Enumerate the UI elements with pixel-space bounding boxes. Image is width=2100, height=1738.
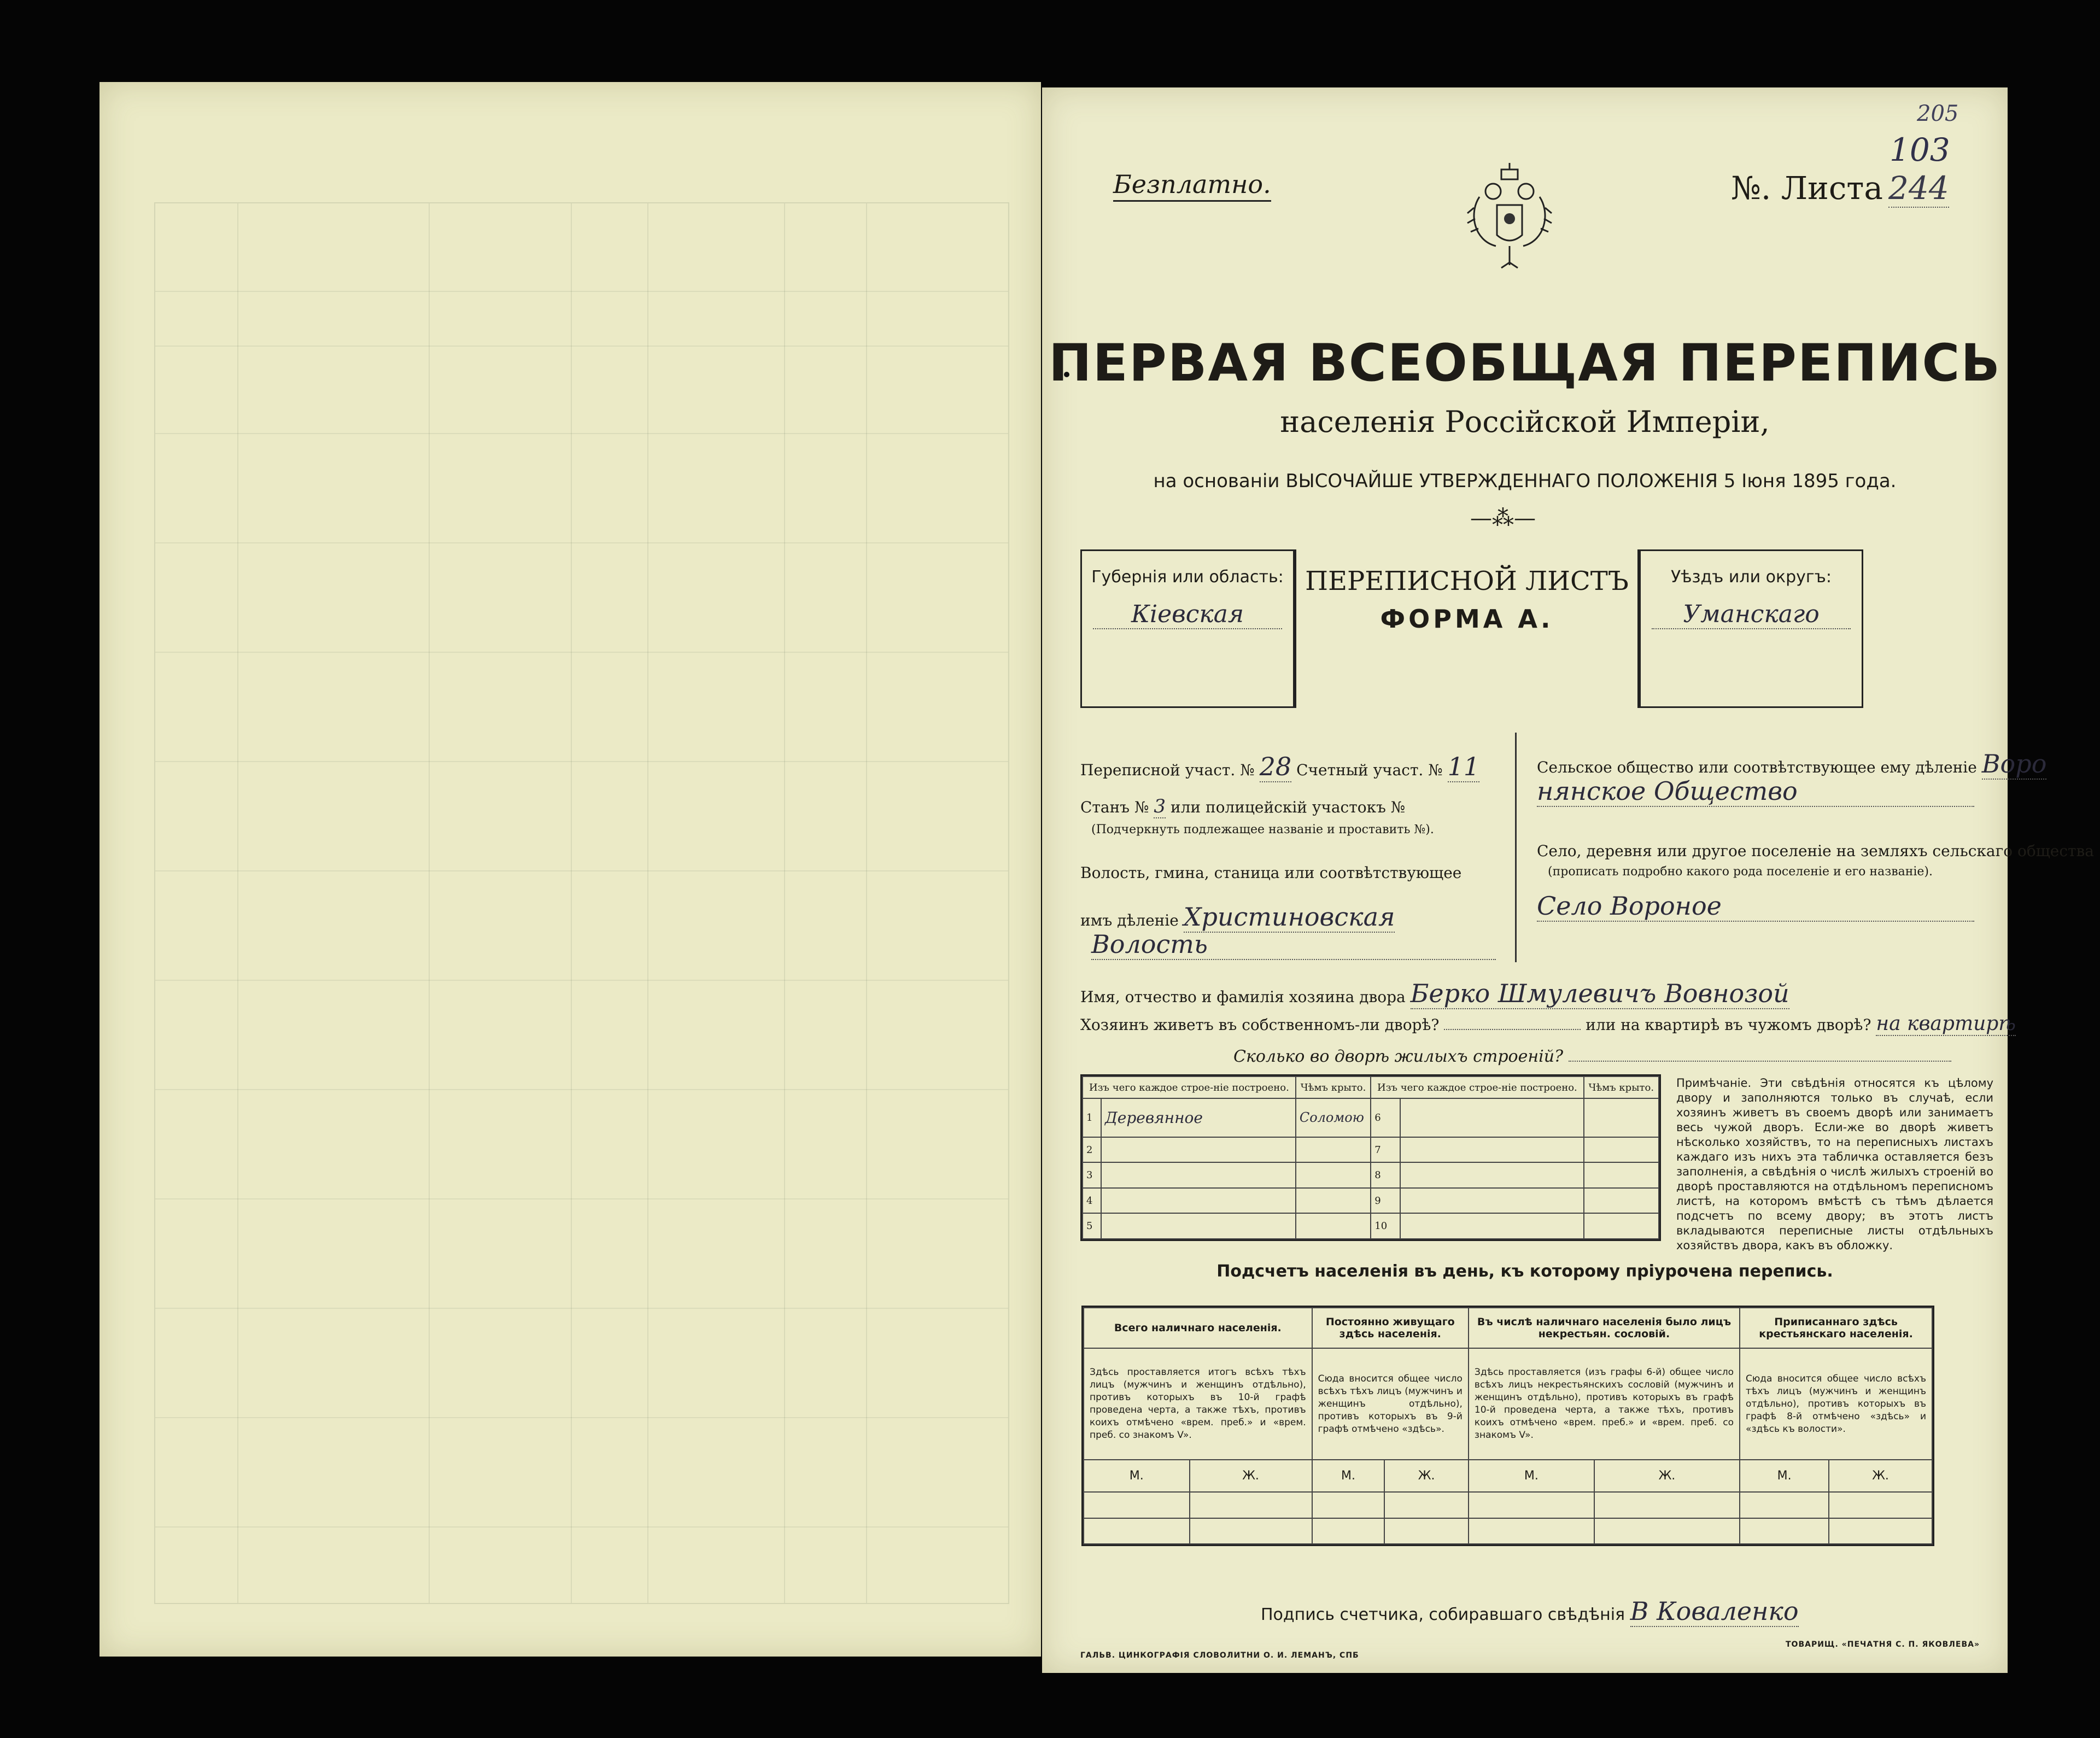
free-label: Безплатно. xyxy=(1113,169,1271,202)
summary-desc-nonpeasant: Здѣсь проставляется (изъ графы 6-й) общее число всѣхъ лицъ некрестьянскихъ сословій (мужчинъ и женщинъ отдѣльно), противъ которыхъ въ графѣ 10-й проведена черта, а также тѣхъ, противъ коихъ отмѣчено «врем. преб.» и «врем. преб. со знакомъ V». xyxy=(1469,1348,1740,1460)
male-header: М. xyxy=(1084,1460,1190,1492)
society-field: Сельское общество или соотвѣтствующее ему дѣленіе Воро xyxy=(1537,749,2047,779)
province-value: Кіевская xyxy=(1093,600,1282,629)
archive-number-large: 103 xyxy=(1890,131,1950,168)
col-roof-left: Чѣмъ крыто. xyxy=(1296,1076,1371,1098)
female-header: Ж. xyxy=(1594,1460,1740,1492)
summary-title: Подсчетъ населенія въ день, къ которому пріурочена перепись. xyxy=(1216,1262,1833,1281)
summary-head-nonpeasant: Въ числѣ наличнаго населенія было лицъ некрестьян. сословій. xyxy=(1469,1308,1740,1348)
male-header: М. xyxy=(1312,1460,1385,1492)
col-material-left: Изъ чего каждое строе-ніе построено. xyxy=(1083,1076,1296,1098)
volost-field: имъ дѣленіе Христиновская xyxy=(1080,902,1395,932)
stan-field: Станъ № 3 или полицейскій участокъ № xyxy=(1080,795,1406,817)
rent-value: на квартирѣ xyxy=(1876,1013,2016,1035)
census-area-field: Переписной участ. № 28 Счетный участ. № 11 xyxy=(1080,752,1480,781)
owner-field: Имя, отчество и фамилія хозяина двора Берко Шмулевичъ Вовнозой xyxy=(1080,979,1789,1008)
sheet-number-value: 244 xyxy=(1888,169,1949,207)
table-row: 2 7 xyxy=(1083,1137,1659,1163)
village-value: Село Вороное xyxy=(1537,891,1974,922)
counting-area-value: 11 xyxy=(1447,752,1480,781)
summary-head-permanent: Постоянно живущаго здѣсь населенія. xyxy=(1312,1308,1469,1348)
form-name: ФОРМА А. xyxy=(1380,604,1554,634)
female-header: Ж. xyxy=(1384,1460,1469,1492)
population-summary-table xyxy=(1081,1306,1934,1546)
left-page xyxy=(100,82,1041,1657)
enumerator-signature: Подпись счетчика, собиравшаго свѣдѣнія В Коваленко xyxy=(1261,1596,1799,1626)
col-roof-right: Чѣмъ крыто. xyxy=(1584,1076,1659,1098)
stan-note: (Подчеркнуть подлежащее названіе и проставить №). xyxy=(1091,823,1434,836)
residence-field: Хозяинъ живетъ въ собственномъ-ли дворѣ? или на квартирѣ въ чужомъ дворѣ? на квартирѣ xyxy=(1080,1013,2016,1035)
table-row: 3 8 xyxy=(1083,1162,1659,1188)
archive-number-small: 205 xyxy=(1917,101,1959,126)
ornament-divider: —⁂— xyxy=(1470,506,1536,531)
census-form-page xyxy=(1042,87,2094,1673)
form-title: ПЕРЕПИСНОЙ ЛИСТЪ xyxy=(1305,566,1629,596)
legal-basis: на основаніи ВЫСОЧАЙШЕ УТВЕРЖДЕННАГО ПОЛОЖЕНІЯ 5 Іюня 1895 года. xyxy=(1153,470,1897,492)
sheet-number-label: №. Листа xyxy=(1731,169,1883,207)
village-label: Село, деревня или другое поселеніе на земляхъ сельскаго общества xyxy=(1537,842,2094,860)
form-title-box xyxy=(1295,549,1639,708)
sheet-number xyxy=(1731,169,1949,207)
summary-desc-peasant: Сюда вносится общее число всѣхъ тѣхъ лицъ (мужчинъ и женщинъ отдѣльно), противъ которыхъ въ графѣ 8-й отмѣчено «здѣсь» и «здѣсь къ волости». xyxy=(1740,1348,1932,1460)
province-label: Губернія или область: xyxy=(1091,567,1284,587)
volost-value-2: Волость xyxy=(1091,929,1496,960)
table-row: 5 10 xyxy=(1083,1213,1659,1239)
district-value: Уманскаго xyxy=(1652,600,1851,629)
buildings-note: Примѣчаніе. Эти свѣдѣнія относятся къ цѣлому двору и заполняются только въ случаѣ, если хозяинъ живетъ въ своемъ дворѣ или занимаетъ весь чужой дворъ. Если-же во дворѣ живетъ нѣсколько хозяйствъ, то на переписныхъ листахъ каждаго изъ нихъ эта табличка оставляется безъ заполненія, а свѣдѣнія о числѣ жилыхъ строеній во дворѣ проставляются на отдѣльномъ переписномъ листѣ, на которомъ вмѣстѣ съ тѣмъ дѣлается подсчетъ по всему двору; въ этотъ листъ вкладываются переписные листы отдѣльныхъ хозяйствъ двора, какъ въ обложку. xyxy=(1676,1076,1993,1252)
female-header: Ж. xyxy=(1829,1460,1932,1492)
document-title: ПЕРВАЯ ВСЕОБЩАЯ ПЕРЕПИСЬ xyxy=(1048,333,2002,393)
society-value-2: нянское Общество xyxy=(1537,776,1974,807)
census-area-value: 28 xyxy=(1259,752,1292,781)
table-row: 4 9 xyxy=(1083,1188,1659,1214)
col-material-right: Изъ чего каждое строе-ніе построено. xyxy=(1371,1076,1583,1098)
province-box xyxy=(1080,549,1295,708)
buildings-table xyxy=(1080,1074,1661,1241)
buildings-question: Сколько во дворѣ жилыхъ строеній? xyxy=(1233,1047,1951,1066)
male-header: М. xyxy=(1469,1460,1594,1492)
volost-label-1: Волость, гмина, станица или соотвѣтствующее xyxy=(1080,864,1462,882)
society-value-1: Воро xyxy=(1981,749,2047,779)
stan-value: 3 xyxy=(1154,795,1166,817)
faded-table-ghost xyxy=(154,202,1009,1604)
district-box xyxy=(1639,549,1863,708)
volost-value-1: Христиновская xyxy=(1183,902,1395,932)
male-header: М. xyxy=(1740,1460,1829,1492)
district-label: Уѣздъ или округъ: xyxy=(1671,567,1832,587)
column-divider xyxy=(1515,733,1517,962)
double-headed-eagle-emblem xyxy=(1463,159,1556,279)
village-note: (прописать подробно какого рода поселеніе и его названіе). xyxy=(1548,865,1933,879)
summary-desc-permanent: Сюда вносится общее число всѣхъ тѣхъ лицъ (мужчинъ и женщинъ отдѣльно), противъ которыхъ въ 9-й графѣ отмѣчено «здѣсь». xyxy=(1312,1348,1469,1460)
signature-value: В Коваленко xyxy=(1630,1596,1799,1626)
summary-head-total: Всего наличнаго населенія. xyxy=(1084,1308,1312,1348)
female-header: Ж. xyxy=(1190,1460,1312,1492)
summary-desc-total: Здѣсь проставляется итогъ всѣхъ тѣхъ лицъ (мужчинъ и женщинъ отдѣльно), противъ которыхъ въ 10-й графѣ проведена черта, а также тѣхъ, противъ коихъ отмѣчено «врем. преб.» и «врем. преб. со знакомъ V». xyxy=(1084,1348,1312,1460)
printer-left: ГАЛЬВ. ЦИНКОГРАФІЯ СЛОВОЛИТНИ О. И. ЛЕМАНЪ, СПБ xyxy=(1080,1651,1359,1660)
document-subtitle: населенія Россійской Имперіи, xyxy=(1280,405,1770,439)
summary-head-peasant: Приписаннаго здѣсь крестьянскаго населенія. xyxy=(1740,1308,1932,1348)
table-row: 1 Деревянное Соломою 6 xyxy=(1083,1098,1659,1137)
printer-right: ТОВАРИЩ. «ПЕЧАТНЯ С. П. ЯКОВЛЕВА» xyxy=(1786,1640,1980,1649)
owner-value: Берко Шмулевичъ Вовнозой xyxy=(1410,979,1789,1008)
